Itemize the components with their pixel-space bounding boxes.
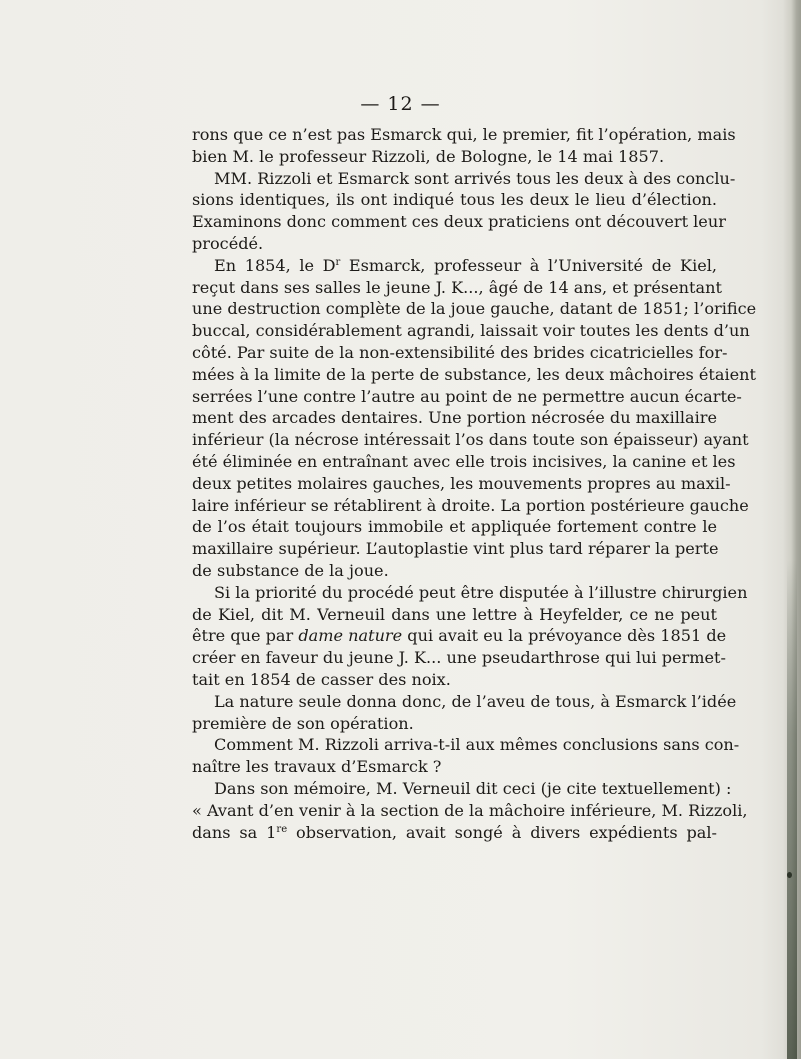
line-text: deux petites molaires gauches, les mouvements propres au maxil- bbox=[192, 473, 731, 493]
text-line bbox=[192, 691, 737, 713]
text-line bbox=[192, 211, 726, 233]
line-text-post: Esmarck, professeur à l’Université de Kiel, bbox=[340, 255, 718, 275]
text-line bbox=[192, 822, 717, 844]
line-text: MM. Rizzoli et Esmarck sont arrivés tous les deux à des conclu- bbox=[214, 168, 736, 188]
text-line bbox=[192, 168, 736, 190]
line-text: de Kiel, dit M. Verneuil dans une lettre à Heyfelder, ce ne peut bbox=[192, 604, 717, 624]
line-text: laire inférieur se rétablirent à droite. La portion postérieure gauche bbox=[192, 495, 749, 515]
line-text: Examinons donc comment ces deux praticiens ont découvert leur bbox=[192, 212, 726, 232]
text-line bbox=[192, 713, 717, 735]
text-line bbox=[192, 560, 717, 582]
text-line bbox=[192, 495, 749, 517]
line-text: procédé. bbox=[192, 233, 264, 253]
line-text: maxillaire supérieur. L’autoplastie vint plus tard réparer la perte bbox=[192, 539, 719, 559]
binding-shadow bbox=[787, 560, 797, 1059]
text-line bbox=[192, 255, 717, 277]
line-text: naître les travaux d’Esmarck ? bbox=[192, 757, 442, 777]
italic-phrase: dame nature bbox=[298, 626, 403, 646]
line-text-pre: dans sa 1 bbox=[192, 822, 277, 842]
line-text: reçut dans ses salles le jeune J. K..., âgé de 14 ans, et présentant bbox=[192, 277, 722, 297]
line-text: sions identiques, ils ont indiqué tous les deux le lieu d’élection. bbox=[192, 190, 717, 210]
text-line bbox=[192, 778, 732, 800]
line-text: rons que ce n’est pas Esmarck qui, le premier, fit l’opération, mais bbox=[192, 125, 736, 144]
line-text: Si la priorité du procédé peut être disputée à l’illustre chirurgien bbox=[214, 582, 748, 602]
line-text: tait en 1854 de casser des noix. bbox=[192, 669, 451, 689]
text-line bbox=[192, 604, 717, 626]
superscript: re bbox=[276, 823, 288, 835]
text-line bbox=[192, 669, 717, 691]
page-number: — 12 — bbox=[360, 93, 441, 115]
line-text: première de son opération. bbox=[192, 713, 414, 733]
line-text-post: qui avait eu la prévoyance dès 1851 de bbox=[402, 626, 727, 646]
line-text: ment des arcades dentaires. Une portion nécrosée du maxillaire bbox=[192, 408, 718, 428]
text-line bbox=[192, 429, 749, 451]
line-text: une destruction complète de la joue gauche, datant de 1851; l’orifice bbox=[192, 299, 757, 319]
text-line bbox=[192, 342, 728, 364]
line-text-pre: En 1854, le D bbox=[214, 255, 336, 275]
line-text-pre: être que par bbox=[192, 626, 299, 646]
line-text: de l’os était toujours immobile et appliquée fortement contre le bbox=[192, 517, 717, 537]
line-text: « Avant d’en venir à la section de la mâchoire inférieure, M. Rizzoli, bbox=[192, 800, 748, 820]
line-text: côté. Par suite de la non-extensibilité des brides cicatricielles for- bbox=[192, 342, 728, 362]
line-text: Dans son mémoire, M. Verneuil dit ceci (je cite textuellement) : bbox=[214, 778, 732, 798]
edge-mark bbox=[787, 872, 792, 878]
text-line bbox=[192, 582, 748, 604]
text-line bbox=[192, 538, 717, 560]
text-line bbox=[192, 516, 717, 538]
text-line bbox=[192, 189, 717, 211]
text-line bbox=[192, 625, 727, 647]
text-line bbox=[192, 124, 736, 146]
text-line bbox=[192, 407, 717, 429]
line-text: La nature seule donna donc, de l’aveu de tous, à Esmarck l’idée bbox=[214, 691, 737, 711]
line-text: créer en faveur du jeune J. K... une pseudarthrose qui lui permet- bbox=[192, 648, 726, 668]
text-line bbox=[192, 364, 756, 386]
text-line bbox=[192, 734, 740, 756]
text-line bbox=[192, 277, 722, 299]
text-line bbox=[192, 756, 717, 778]
line-text: serrées l’une contre l’autre au point de ne permettre aucun écarte- bbox=[192, 386, 742, 406]
text-line bbox=[192, 451, 736, 473]
line-text: bien M. le professeur Rizzoli, de Bologne, le 14 mai 1857. bbox=[192, 146, 665, 166]
body-text bbox=[192, 124, 757, 843]
line-text: Comment M. Rizzoli arriva-t-il aux mêmes conclusions sans con- bbox=[214, 735, 740, 755]
text-line bbox=[192, 386, 742, 408]
line-text-post: observation, avait songé à divers expédients pal- bbox=[287, 822, 717, 842]
line-text: buccal, considérablement agrandi, laissait voir toutes les dents d’un bbox=[192, 321, 750, 341]
line-text: de substance de la joue. bbox=[192, 560, 389, 580]
line-text: inférieur (la nécrose intéressait l’os dans toute son épaisseur) ayant bbox=[192, 430, 749, 450]
line-text: été éliminée en entraînant avec elle trois incisives, la canine et les bbox=[192, 451, 736, 471]
text-line bbox=[192, 233, 717, 255]
text-line bbox=[192, 473, 731, 495]
text-line bbox=[192, 146, 717, 168]
text-line bbox=[192, 647, 726, 669]
text-line bbox=[192, 298, 757, 320]
text-line bbox=[192, 320, 750, 342]
text-line bbox=[192, 800, 748, 822]
superscript: r bbox=[335, 256, 341, 268]
line-text: mées à la limite de la perte de substance, les deux mâchoires étaient bbox=[192, 364, 756, 384]
